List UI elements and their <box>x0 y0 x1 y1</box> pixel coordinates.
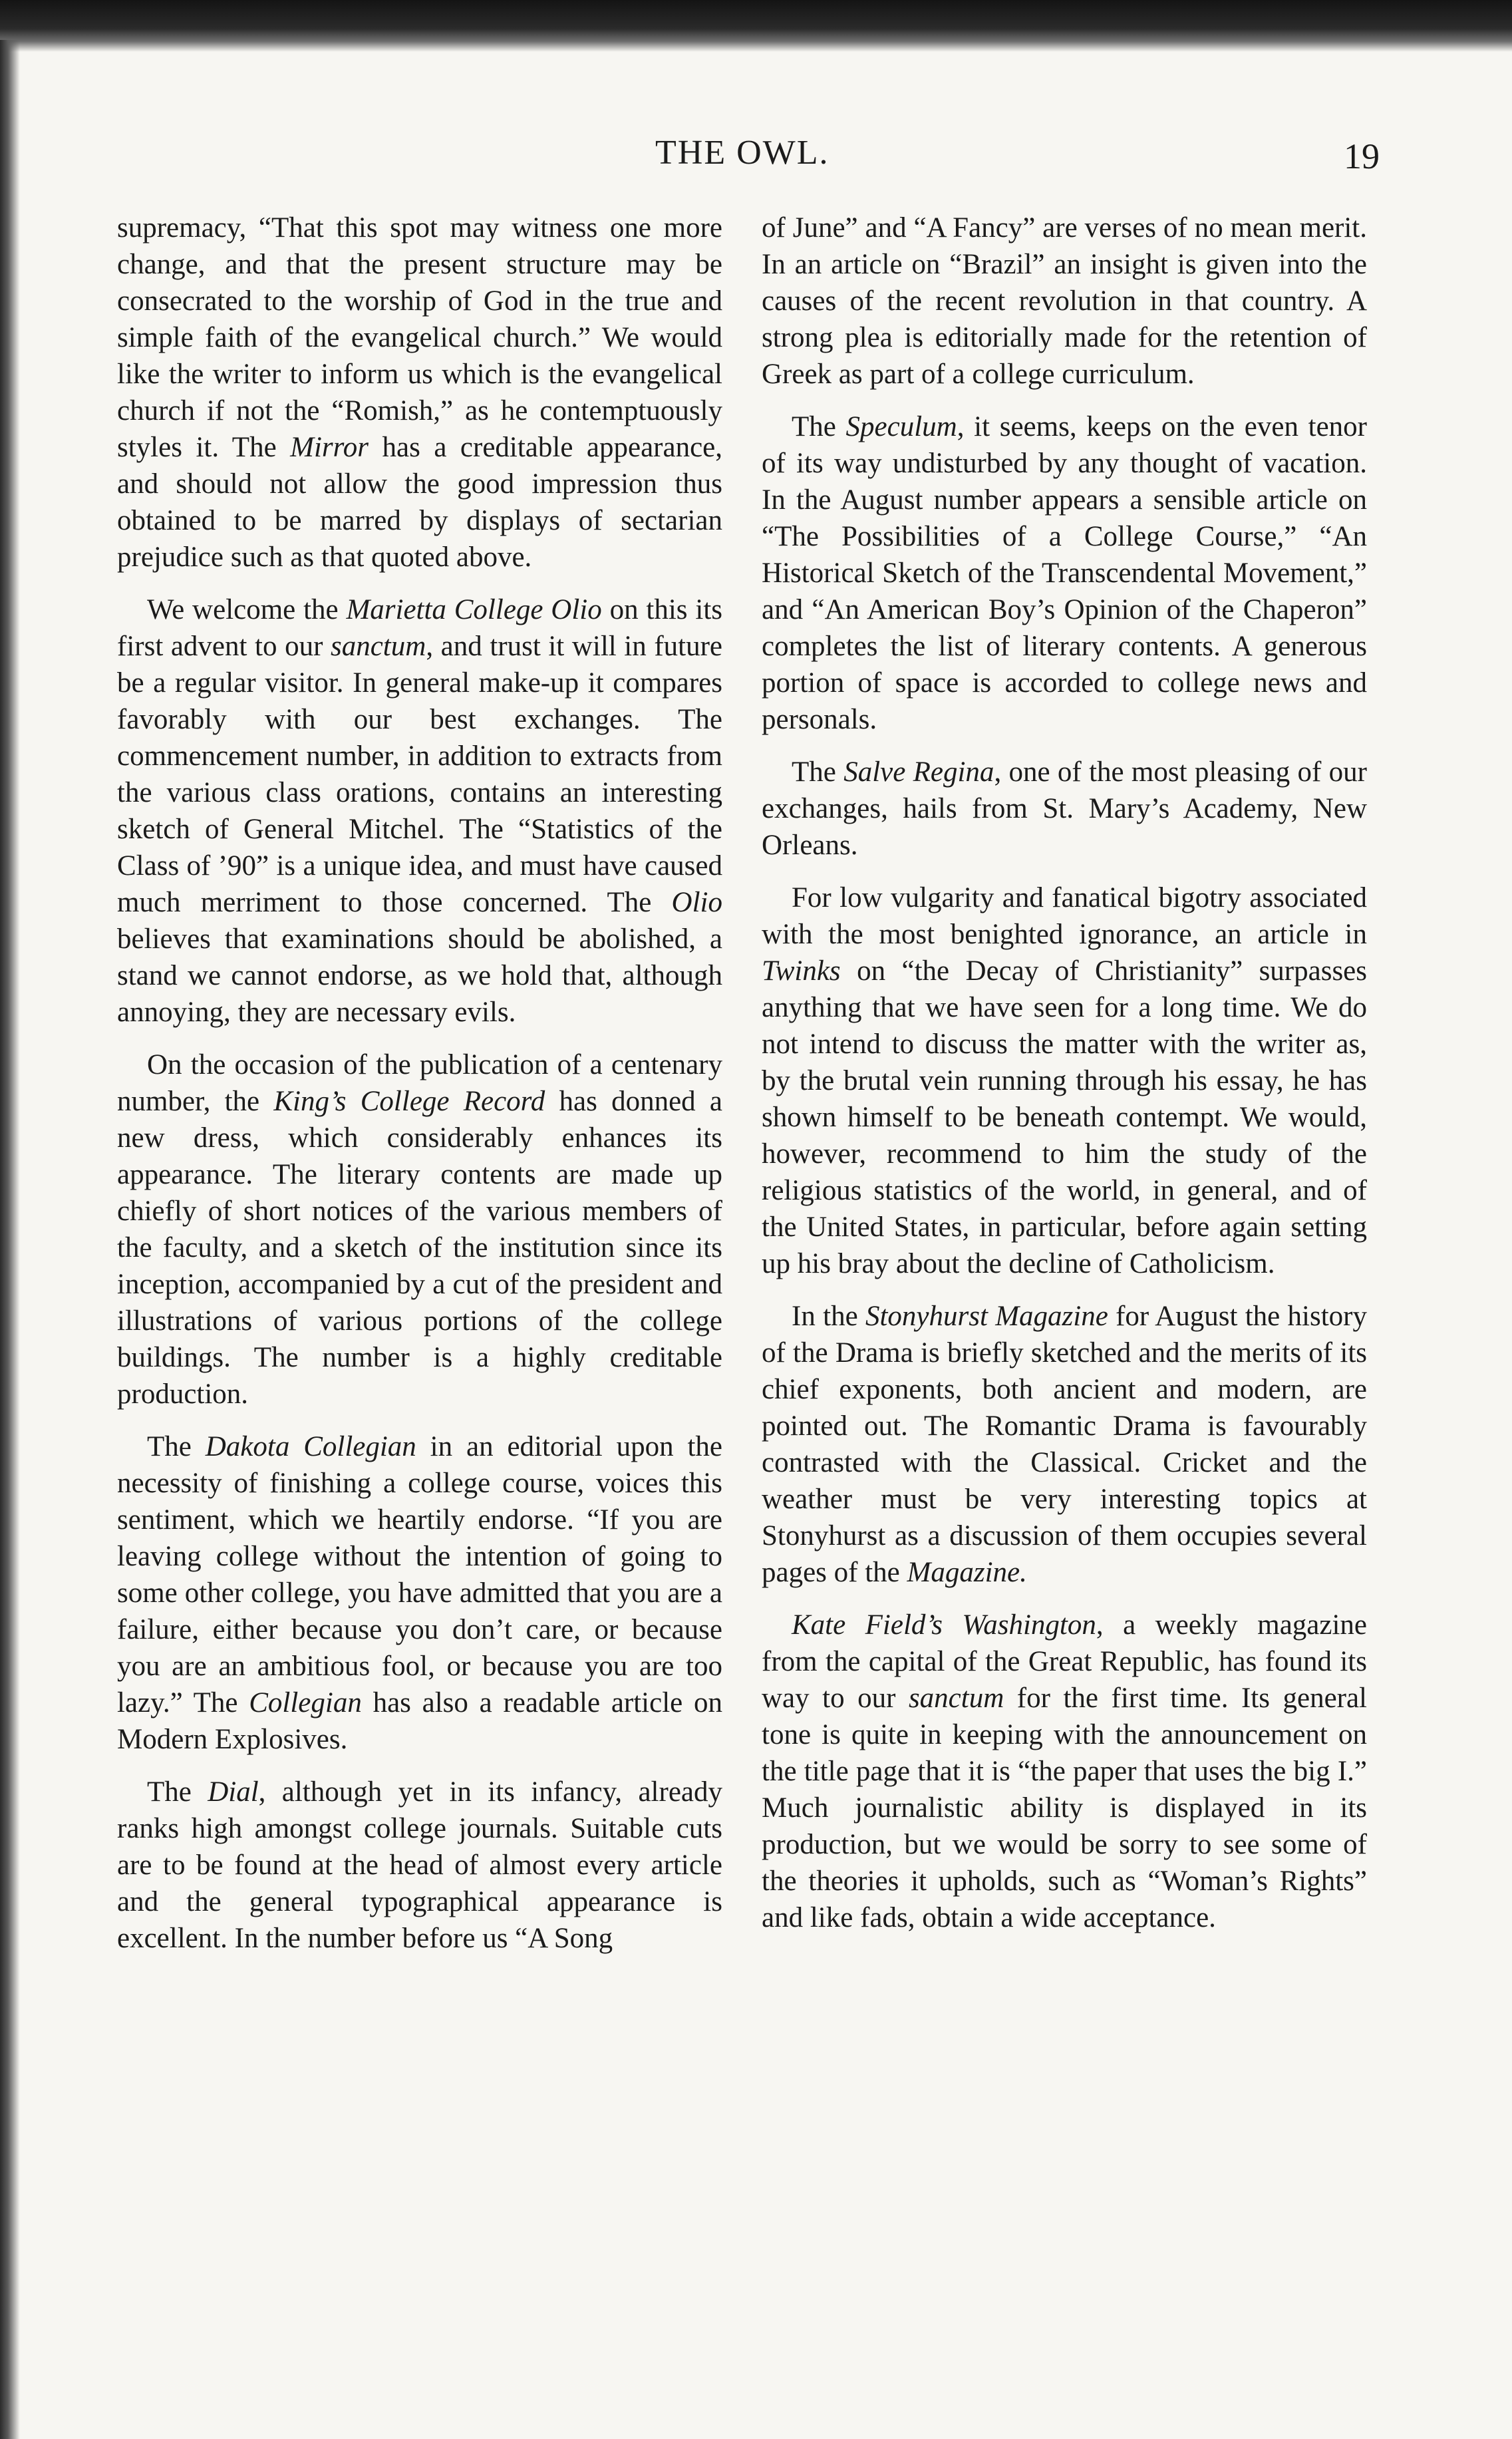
text-run: In the <box>792 1301 865 1332</box>
text-run: , a weekly magazine from the capital of the Great Republic, has found its way to our <box>762 1609 1368 1714</box>
text-run: , one of the most pleasing of our exchanges, hails from St. Mary’s Academy, New Orleans. <box>762 756 1367 861</box>
paragraph <box>762 408 1367 738</box>
scan-binding-edge <box>0 40 20 2439</box>
paragraph <box>762 880 1367 1282</box>
text-run: The <box>147 1431 206 1462</box>
italic-title-run: Mirror <box>290 432 369 463</box>
text-run: for August the history of the Drama is briefly sketched and the merits of its chief exponents, both ancient and modern, are pointed out. The Romantic Drama is favourably contrasted with the Classical. Cricket and the weather must be very interesting topics at Stonyhurst as a discussion of them occupies several pages of the <box>762 1301 1367 1588</box>
right-column <box>762 210 1367 1952</box>
left-column <box>117 210 722 1973</box>
italic-title-run: sanctum <box>908 1683 1004 1714</box>
page-number: 19 <box>1344 136 1380 176</box>
paragraph <box>117 591 722 1031</box>
paragraph <box>117 1047 722 1412</box>
italic-title-run: Dakota Collegian <box>205 1431 416 1462</box>
text-run: has also a readable article on Modern Explosives. <box>117 1687 722 1755</box>
paragraph <box>117 210 722 575</box>
paragraph <box>762 210 1367 393</box>
italic-title-run: Marietta College Olio <box>346 594 602 625</box>
text-run: For low vulgarity and fanatical bigotry associated with the most benighted ignorance, an article in <box>762 882 1367 950</box>
italic-title-run: Stonyhurst Magazine <box>865 1301 1108 1332</box>
text-run: has donned a new dress, which considerably enhances its appearance. The literary contents are made up chiefly of short notices of the various members of the faculty, and a sketch of the institution since its inception, accompanied by a cut of the president and illustrations of various portions of the college buildings. The number is a highly creditable production. <box>117 1086 722 1410</box>
italic-title-run: Collegian <box>249 1687 362 1718</box>
paragraph <box>762 1298 1367 1591</box>
italic-title-run: Speculum <box>845 411 957 442</box>
italic-title-run: King’s College Record <box>273 1086 545 1117</box>
text-run: , and trust it will in future be a regular visitor. In general make-up it compares favorably with our best exchanges. The commencement number, in addition to extracts from the various class orations, contains an interesting sketch of General Mitchel. The “Statistics of the Class of ’90” is a unique idea, and must have caused much merriment to those concerned. The <box>117 631 722 918</box>
scan-top-edge <box>0 0 1512 52</box>
italic-title-run: Magazine. <box>907 1557 1027 1588</box>
text-run: believes that examinations should be abolished, a stand we cannot endorse, as we hold that, although annoying, they are necessary evils. <box>117 923 722 1028</box>
paragraph <box>762 1607 1367 1936</box>
text-run: for the first time. Its general tone is quite in keeping with the announcement on the title page that it is “the paper that uses the big I.” Much journalistic ability is displayed in its production, but we would be sorry to see some of the theories it upholds, such as “Woman’s Rights” and like fads, obtain a wide acceptance. <box>762 1683 1367 1933</box>
text-run: of June” and “A Fancy” are verses of no mean merit. In an article on “Brazil” an insight is given into the causes of the recent revolution in that country. A strong plea is editorially made for the retention of Greek as part of a college curriculum. <box>762 212 1367 390</box>
text-run: supremacy, “That this spot may witness one more change, and that the present structure may be consecrated to the worship of God in the true and simple faith of the evangelical church.” We would like the writer to inform us which is the evangelical church if not the “Romish,” as he contemptuously styles it. The <box>117 212 722 463</box>
text-run: , although yet in its infancy, already ranks high amongst college journals. Suitable cuts are to be found at the head of almost every article and the general typographical appearance is excellent. In the number before us “A Song <box>117 1776 722 1954</box>
paragraph <box>117 1774 722 1957</box>
running-title: THE OWL. <box>655 134 830 172</box>
text-run: , it seems, keeps on the even tenor of its way undisturbed by any thought of vacation. In the August number appears a sensible article on “The Possibilities of a College Course,” “An Historical Sketch of the Transcendental Movement,” and “An American Boy’s Opinion of the Chaperon” completes the list of literary contents. A generous portion of space is accorded to college news and personals. <box>762 411 1367 735</box>
text-run: The <box>792 756 844 788</box>
text-run: The <box>147 1776 208 1808</box>
paragraph <box>117 1428 722 1758</box>
italic-title-run: sanctum <box>330 631 426 662</box>
text-run: on “the Decay of Christianity” surpasses anything that we have seen for a long time. We do not intend to discuss the matter with the writer as, by the brutal vein running through his essay, he has shown himself to be beneath contempt. We would, however, recommend to him the study of the religious statistics of the world, in general, and of the United States, in particular, before again setting up his bray about the decline of Catholicism. <box>762 955 1367 1279</box>
paragraph <box>762 754 1367 864</box>
text-run: in an editorial upon the necessity of finishing a college course, voices this sentiment, which we heartily endorse. “If you are leaving college without the intention of going to some other college, you have admitted that you are a failure, either because you don’t care, or because you are an ambitious fool, or because you are too lazy.” The <box>117 1431 722 1718</box>
text-run: has a creditable appearance, and should not allow the good impression thus obtained to be marred by displays of sectarian prejudice such as that quoted above. <box>117 432 722 573</box>
italic-title-run: Kate Field’s Washington <box>792 1609 1096 1641</box>
italic-title-run: Salve Regina <box>843 756 994 788</box>
text-run: We welcome the <box>147 594 347 625</box>
text-run: The <box>792 411 846 442</box>
italic-title-run: Olio <box>671 887 722 918</box>
italic-title-run: Dial <box>208 1776 259 1808</box>
italic-title-run: Twinks <box>762 955 841 987</box>
text-run: on this its first advent to our <box>117 594 722 662</box>
text-run: On the occasion of the publication of a centenary number, the <box>117 1049 722 1117</box>
